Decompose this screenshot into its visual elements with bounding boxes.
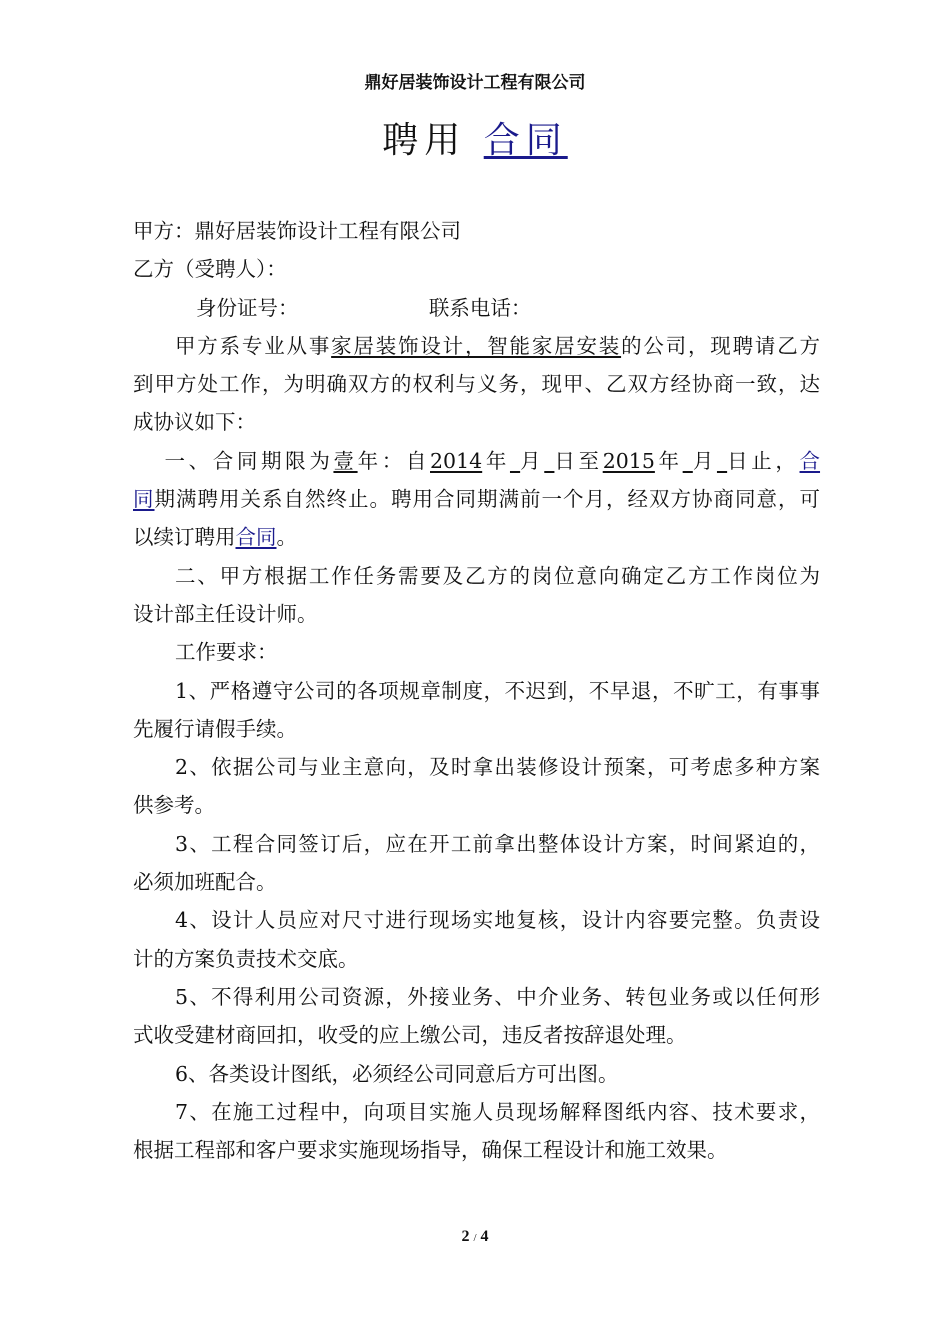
text-segment: 甲方系专业从事 (175, 333, 332, 358)
text-segment: 工作要求： (175, 640, 278, 665)
text-line (133, 480, 820, 518)
text-segment: 2、依据公司与业主意向，及时拿出装修设计预案，可考虑多种方案 (175, 755, 820, 780)
text-line (133, 518, 820, 556)
company-header: 鼎好居装饰设计工程有限公司 (364, 73, 586, 93)
text-line (133, 1131, 820, 1169)
text-line (133, 289, 820, 327)
text-segment: 6、各类设计图纸，必须经公司同意后方可出图。 (175, 1061, 619, 1086)
total-pages: 4 (480, 1228, 489, 1245)
underlined-text: 2014 (430, 448, 483, 473)
text-line (133, 442, 820, 480)
page-number (0, 1228, 950, 1246)
text-segment: 4、设计人员应对尺寸进行现场实地复核，设计内容要完整。负责设 (175, 908, 820, 933)
text-line (133, 557, 820, 595)
underlined-text (510, 449, 520, 473)
text-line (133, 825, 820, 863)
contract-link[interactable]: 合同 (235, 525, 277, 550)
text-segment: 1、严格遵守公司的各项规章制度，不迟到，不早退，不旷工，有事事 (175, 678, 820, 703)
text-line (133, 595, 820, 633)
text-segment: 身份证号： 联系电话： (196, 295, 532, 320)
title-text: 聘用 (382, 120, 467, 161)
text-segment: 日止， (727, 448, 800, 473)
text-segment: 5、不得利用公司资源，外接业务、中介业务、转包业务或以任何形 (175, 984, 820, 1009)
document-body (133, 212, 820, 1169)
text-segment: 到甲方处工作，为明确双方的权利与义务，现甲、乙双方经协商一致，达 (133, 372, 820, 397)
underlined-text (717, 449, 727, 473)
text-line (133, 940, 820, 978)
text-segment: 必须加班配合。 (133, 870, 277, 895)
text-segment: 式收受建材商回扣，收受的应上缴公司，违反者按辞退处理。 (133, 1023, 687, 1048)
text-segment: 甲方：鼎好居装饰设计工程有限公司 (133, 219, 461, 243)
text-line (133, 212, 820, 250)
text-segment: 根据工程部和客户要求实施现场指导，确保工程设计和施工效果。 (133, 1138, 728, 1163)
text-segment: 一、合同期限为 (164, 448, 334, 473)
text-segment: 先履行请假手续。 (133, 716, 297, 741)
text-line (133, 748, 820, 786)
text-line (133, 786, 820, 824)
text-segment: 月 (692, 448, 717, 473)
text-line (133, 403, 820, 441)
underlined-text: 2015 (602, 448, 655, 473)
text-segment: 期满聘用关系自然终止。聘用合同期满前一个月，经双方协商同意，可 (154, 487, 820, 512)
text-segment: 乙方（受聘人）： (133, 257, 287, 282)
text-line (133, 672, 820, 710)
text-line (133, 1055, 820, 1093)
document-title (0, 112, 950, 163)
text-segment: 年 (482, 448, 510, 473)
text-line (133, 250, 820, 288)
text-line (133, 1093, 820, 1131)
text-line (133, 978, 820, 1016)
underlined-text (544, 449, 554, 473)
text-line (133, 365, 820, 403)
text-line (133, 863, 820, 901)
text-segment: 以续订聘用 (133, 525, 236, 550)
text-line (133, 710, 820, 748)
text-segment: 。 (276, 525, 297, 550)
text-line (133, 901, 820, 939)
text-line (133, 1016, 820, 1054)
text-segment: 计的方案负责技术交底。 (133, 946, 359, 971)
text-line (133, 633, 820, 671)
text-segment: 成协议如下： (133, 410, 256, 435)
title-link[interactable]: 合同 (483, 120, 568, 161)
current-page: 2 (461, 1228, 470, 1245)
text-line (133, 327, 820, 365)
text-segment: 年：自 (357, 448, 431, 473)
text-segment: 7、在施工过程中，向项目实施人员现场解释图纸内容、技术要求， (175, 1099, 820, 1124)
underlined-text (683, 449, 693, 473)
underlined-text: 壹 (333, 448, 358, 473)
page-separator: / (473, 1232, 477, 1244)
text-segment: 设计部主任设计师。 (133, 601, 318, 626)
contract-link[interactable]: 合 (799, 448, 821, 473)
text-segment: 3、工程合同签订后，应在开工前拿出整体设计方案，时间紧迫的， (175, 831, 820, 856)
text-segment: 月 (520, 448, 545, 473)
text-segment: 的公司，现聘请乙方 (621, 333, 821, 358)
contract-link[interactable]: 同 (133, 487, 155, 512)
underlined-text: 家居装饰设计，智能家居安装 (331, 333, 622, 358)
text-segment: 日至 (554, 448, 603, 473)
text-segment: 年 (654, 448, 683, 473)
text-segment: 二、甲方根据工作任务需要及乙方的岗位意向确定乙方工作岗位为 (175, 563, 820, 588)
text-segment: 供参考。 (133, 793, 215, 818)
